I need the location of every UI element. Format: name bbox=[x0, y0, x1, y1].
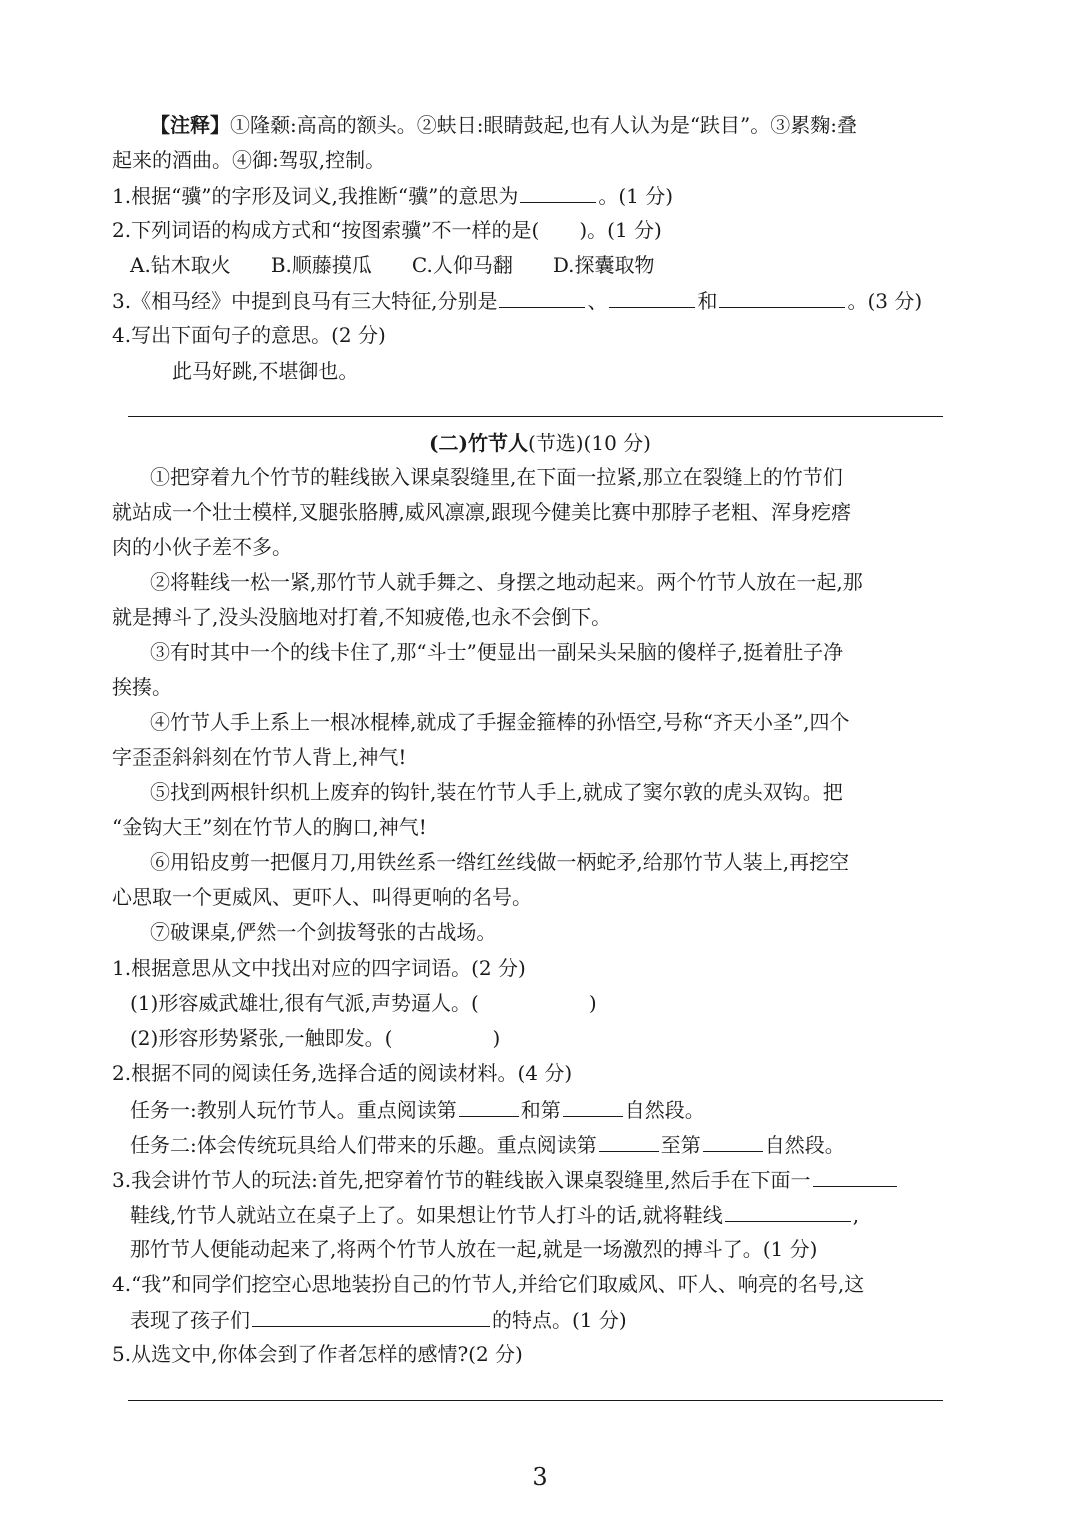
page-number: 3 bbox=[532, 1463, 548, 1491]
passage-p2-line2: 就是搏斗了,没头没脑地对打着,不知疲倦,也永不会倒下。 bbox=[112, 605, 612, 629]
p2-q4-end: 的特点。(1 分) bbox=[492, 1308, 627, 1332]
task1-mid: 和第 bbox=[520, 1098, 561, 1122]
p2-question-1: 1.根据意思从文中找出对应的四字词语。(2 分) bbox=[112, 956, 526, 980]
task1-end: 自然段。 bbox=[624, 1098, 705, 1122]
answer-blank[interactable] bbox=[719, 285, 845, 308]
section-title-sub: (节选)(10 分) bbox=[527, 431, 651, 455]
p2-question-3-line1 bbox=[112, 1164, 952, 1194]
passage-p5-line1: ⑤找到两根针织机上废弃的钩针,装在竹节人手上,就成了窦尔敦的虎头双钩。把 bbox=[150, 780, 843, 804]
task1-text: 任务一:教别人玩竹节人。重点阅读第 bbox=[130, 1098, 457, 1122]
option-c[interactable]: C.人仰马翻 bbox=[411, 253, 513, 277]
p2-question-5: 5.从选文中,你体会到了作者怎样的感情?(2 分) bbox=[112, 1342, 523, 1366]
p2-question-3-line3: 那竹节人便能动起来了,将两个竹节人放在一起,就是一场激烈的搏斗了。(1 分) bbox=[130, 1237, 818, 1261]
p2-q1-sub2-text: (2)形容形势紧张,一触即发。( bbox=[130, 1026, 393, 1050]
option-a[interactable]: A.钻木取火 bbox=[130, 253, 231, 277]
p1-q3-text: 3.《相马经》中提到良马有三大特征,分别是 bbox=[112, 289, 498, 313]
answer-blank[interactable] bbox=[599, 1129, 659, 1152]
p1-q3-sep2: 和 bbox=[697, 289, 718, 313]
p2-q1-sub1-text: (1)形容威武雄壮,很有气派,声势逼人。( bbox=[130, 991, 479, 1015]
p1-q3-sep1: 、 bbox=[587, 289, 608, 313]
answer-blank[interactable] bbox=[703, 1129, 763, 1152]
p2-task-1 bbox=[130, 1094, 970, 1124]
section-title bbox=[0, 428, 1080, 458]
answer-line[interactable] bbox=[128, 1400, 943, 1401]
answer-blank[interactable] bbox=[520, 180, 596, 203]
passage-p2-line1: ②将鞋线一松一紧,那竹节人就手舞之、身摆之地动起来。两个竹节人放在一起,那 bbox=[150, 570, 863, 594]
answer-blank[interactable] bbox=[609, 285, 695, 308]
passage-p4-line2: 字歪歪斜斜刻在竹节人背上,神气! bbox=[112, 745, 407, 769]
passage-p5-line2: “金钩大王”刻在竹节人的胸口,神气! bbox=[112, 815, 427, 839]
task2-end: 自然段。 bbox=[764, 1133, 845, 1157]
note-label: 【注释】 bbox=[150, 113, 230, 137]
answer-blank[interactable] bbox=[563, 1094, 623, 1117]
p2-task-2 bbox=[130, 1129, 970, 1159]
option-d[interactable]: D.探囊取物 bbox=[552, 253, 655, 277]
passage-p6-line1: ⑥用铅皮剪一把偃月刀,用铁丝系一绺红丝线做一柄蛇矛,给那竹节人装上,再挖空 bbox=[150, 850, 850, 874]
p1-question-1 bbox=[112, 180, 952, 210]
p2-q3-text2: 鞋线,竹节人就站立在桌子上了。如果想让竹节人打斗的话,就将鞋线 bbox=[130, 1203, 723, 1227]
note-line-2: 起来的酒曲。④御:驾驭,控制。 bbox=[112, 148, 386, 172]
p1-q2-options bbox=[130, 250, 970, 280]
p1-question-3 bbox=[112, 285, 952, 315]
p2-question-4-line2 bbox=[130, 1304, 970, 1334]
p1-q4-sentence: 此马好跳,不堪御也。 bbox=[172, 359, 359, 383]
passage-p4-line1: ④竹节人手上系上一根冰棍棒,就成了手握金箍棒的孙悟空,号称“齐天小圣”,四个 bbox=[150, 710, 850, 734]
task2-text: 任务二:体会传统玩具给人们带来的乐趣。重点阅读第 bbox=[130, 1133, 597, 1157]
passage-p1-line3: 肉的小伙子差不多。 bbox=[112, 535, 292, 559]
answer-blank[interactable] bbox=[813, 1164, 897, 1187]
answer-blank[interactable] bbox=[459, 1094, 519, 1117]
answer-blank[interactable] bbox=[252, 1304, 490, 1327]
p2-question-2: 2.根据不同的阅读任务,选择合适的阅读材料。(4 分) bbox=[112, 1061, 573, 1085]
passage-p1-line1: ①把穿着九个竹节的鞋线嵌入课桌裂缝里,在下面一拉紧,那立在裂缝上的竹节们 bbox=[150, 465, 843, 489]
passage-p3-line2: 挨揍。 bbox=[112, 675, 172, 699]
p2-question-3-line2 bbox=[130, 1199, 970, 1229]
note-text-1: ①隆颡:高高的额头。②蚨日:眼睛鼓起,也有人认为是“趺目”。③累麴:叠 bbox=[230, 113, 858, 137]
passage-p1-line2: 就站成一个壮士模样,叉腿张胳膊,威风凛凛,跟现今健美比赛中那脖子老粗、浑身疙瘩 bbox=[112, 500, 852, 524]
answer-blank[interactable] bbox=[499, 285, 585, 308]
passage-p3-line1: ③有时其中一个的线卡住了,那“斗士”便显出一副呆头呆脑的傻样子,挺着肚子净 bbox=[150, 640, 844, 664]
p2-q1-sub1 bbox=[130, 988, 970, 1018]
p1-question-4: 4.写出下面句子的意思。(2 分) bbox=[112, 323, 386, 347]
p2-q3-text1: 3.我会讲竹节人的玩法:首先,把穿着竹节的鞋线嵌入课桌裂缝里,然后手在下面一 bbox=[112, 1168, 811, 1192]
p1-q1-text: 1.根据“骥”的字形及词义,我推断“骥”的意思为 bbox=[112, 184, 519, 208]
divider-line bbox=[128, 416, 943, 417]
task2-mid: 至第 bbox=[660, 1133, 701, 1157]
close-paren: ) bbox=[588, 991, 597, 1015]
p2-q1-sub2 bbox=[130, 1023, 970, 1053]
p1-question-2: 2.下列词语的构成方式和“按图索骥”不一样的是( )。(1 分) bbox=[112, 218, 662, 242]
passage-p6-line2: 心思取一个更威风、更吓人、叫得更响的名号。 bbox=[112, 885, 532, 909]
note-line-1 bbox=[150, 110, 990, 140]
passage-p7: ⑦破课桌,俨然一个剑拔弩张的古战场。 bbox=[150, 920, 497, 944]
p2-q4-text: 表现了孩子们 bbox=[130, 1308, 250, 1332]
close-paren: ) bbox=[492, 1026, 501, 1050]
p1-q1-score: 。(1 分) bbox=[598, 184, 674, 208]
p2-q3-comma: , bbox=[852, 1203, 860, 1227]
section-title-main: (二)竹节人 bbox=[429, 431, 528, 455]
p2-question-4-line1: 4.“我”和同学们挖空心思地装扮自己的竹节人,并给它们取威风、吓人、响亮的名号,这 bbox=[112, 1272, 865, 1296]
option-b[interactable]: B.顺藤摸瓜 bbox=[270, 253, 372, 277]
p1-q3-score: 。(3 分) bbox=[847, 289, 923, 313]
answer-blank[interactable] bbox=[725, 1199, 851, 1222]
